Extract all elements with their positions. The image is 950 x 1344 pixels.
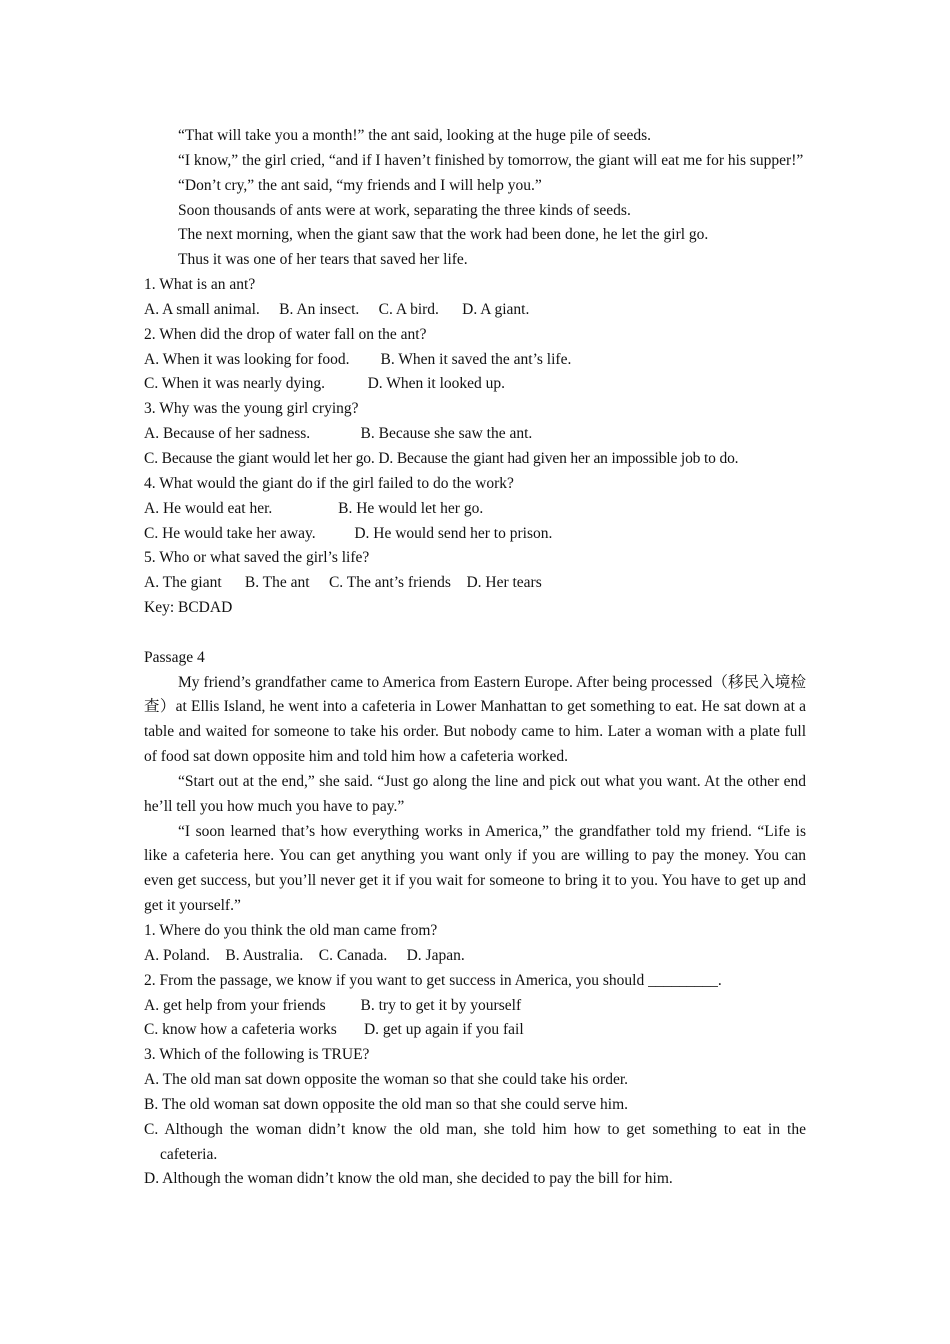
answer-option: A. The old man sat down opposite the woman so that she could take his order. [144, 1071, 629, 1089]
question: 3. Which of the following is TRUE? [144, 1046, 370, 1064]
story-paragraph: “That will take you a month!” the ant said, looking at the huge pile of seeds. [178, 127, 652, 144]
passage-title: Passage 4 [144, 648, 205, 666]
answer-options: A. The giant B. The ant C. The ant’s friends D. Her tears [144, 574, 542, 592]
answer-options: C. He would take her away. D. He would send her to prison. [144, 524, 553, 542]
answer-options: A. Because of her sadness. B. Because she saw the ant. [144, 425, 533, 443]
answer-option: B. The old woman sat down opposite the old man so that she could serve him. [144, 1095, 629, 1113]
passage-paragraph: “Start out at the end,” she said. “Just go along the line and pick out what you want. At the other end he’ll tell you how much you have to pay.” [144, 772, 806, 815]
answer-options: A. A small animal. B. An insect. C. A bird. D. A giant. [144, 300, 530, 318]
question: 1. What is an ant? [144, 276, 256, 294]
story-paragraph: Soon thousands of ants were at work, separating the three kinds of seeds. [178, 201, 631, 219]
question: 1. Where do you think the old man came from? [144, 922, 438, 939]
answer-options: A. He would eat her. B. He would let her go. [144, 499, 484, 517]
answer-options: C. Because the giant would let her go. D. Because the giant had given her an impossible job to do. [144, 449, 739, 467]
answer-option: C. Although the woman didn’t know the old man, she told him how to get something to eat in the cafeteria. [144, 1120, 806, 1163]
passage-paragraph: “I soon learned that’s how everything works in America,” the grandfather told my friend. “Life is like a cafeteria here. You can get anything you want only if you are willing to pay the money. You can even get success, but you’ll never get it if you wait for someone to bring it to you. You have to get up and get it yourself.” [144, 822, 806, 915]
spacer [144, 621, 806, 646]
question: 3. Why was the young girl crying? [144, 400, 359, 418]
story-paragraph: Thus it was one of her tears that saved her life. [178, 251, 468, 269]
question: 2. From the passage, we know if you want to get success in America, you should _________. [144, 971, 722, 989]
document-page [144, 124, 806, 1192]
story-paragraph: The next morning, when the giant saw that the work had been done, he let the girl go. [178, 226, 709, 244]
story-paragraph: “Don’t cry,” the ant said, “my friends and I will help you.” [178, 176, 542, 194]
question: 4. What would the giant do if the girl failed to do the work? [144, 474, 514, 492]
answer-key: Key: BCDAD [144, 599, 233, 617]
answer-options: A. get help from your friends B. try to get it by yourself [144, 996, 522, 1014]
answer-option: D. Although the woman didn’t know the old man, she decided to pay the bill for him. [144, 1170, 673, 1188]
answer-options: A. Poland. B. Australia. C. Canada. D. Japan. [144, 946, 465, 964]
answer-options: C. know how a cafeteria works D. get up again if you fail [144, 1021, 524, 1039]
question: 2. When did the drop of water fall on the ant? [144, 325, 427, 343]
answer-options: A. When it was looking for food. B. When it saved the ant’s life. [144, 350, 572, 368]
passage-paragraph: My friend’s grandfather came to America from Eastern Europe. After being processed（移民入境检查）at Ellis Island, he went into a cafeteria in Lower Manhattan to get something to eat. He sat down at a table and waited for someone to take his order. But nobody came to him. Later a woman with a plate full of food sat down opposite him and told him how a cafeteria worked. [144, 673, 806, 766]
story-paragraph: “I know,” the girl cried, “and if I haven’t finished by tomorrow, the giant will eat me for his supper!” [178, 151, 804, 169]
question: 5. Who or what saved the girl’s life? [144, 549, 370, 567]
answer-options: C. When it was nearly dying. D. When it looked up. [144, 375, 506, 393]
